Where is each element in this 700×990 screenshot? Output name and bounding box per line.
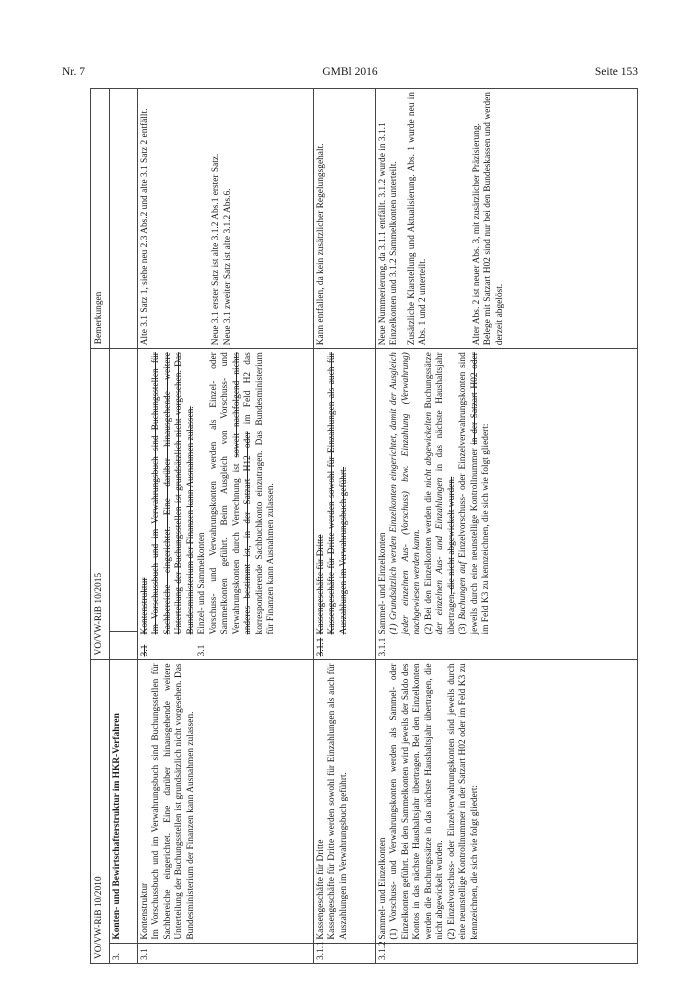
new-number: 3.1.1 [378,637,388,657]
column-header-2015: VO/VW-RiB 10/2015 [91,349,110,660]
text-span: in das nächste Haushaltsjahr übertragen [435,352,457,635]
text-span: Buchungen auf [458,561,469,620]
section-title: Konten- und Bewirtschafterstruktur im HKR-Verfahren [110,660,138,943]
old-paragraph: (1) Vorschuss- und Verwahrungskonten werden als Sammel- oder Einzelkonten geführt. Bei den Sammelkonten wird jeweils der Saldo des Kontos in das nächste Haushaltsjahr übertragen. Bei den Einzelkonten werden die Buchungssätze in das nächste Haushaltsjahr übertragen, die nicht abgewickelt wurden. [389,663,446,940]
remark: Alte 3.1 Satz 1, siehe neu 2.3 Abs.2 und alte 3.1 Satz 2 entfällt. [140,108,150,346]
remark: Zusätzliche Klarstellung und Aktualisierung. Abs. 1 wurde neu in Abs. 1 und 2 unterteilt. [406,92,429,346]
remark: Neue 3.1 zweiter Satz ist alte 3.1.2 Abs.6. [222,188,233,346]
remark: Neue 3.1 erster Satz ist alte 3.1.2 Abs.1 erster Satz. [211,153,222,346]
old-heading: Kassengeschäfte für Dritte [316,839,326,940]
new-body-a: Vorschuss- und Verwahrungskonten werden als Einzel- oder Sammelkonten geführt. Beim Ausgleich von Vorschuss- und Verwahrungskonten durch Verrechnung ist [208,352,242,635]
old-body: Im Vorschussbuch und im Verwahrungsbuch sind Buchungsstellen für Sachbereiche eingerichtet. Eine darüber hinausgehende weitere Unterteilung der Buchungsstellen ist grundsätzlich nicht vorgesehen. Das Bundesministerium der Finanzen kann Ausnahmen zulassen. [151,663,196,940]
new-heading: Sammel- und Einzelkonten [378,532,388,635]
text-span: Einzelvorschuss- oder Einzelverwahrungskonten sind jeweils durch eine neunstellige Kontrollnummer [458,352,480,635]
row-number-3-1: 3.1 [138,943,314,963]
remark: Neue Nummerierung, da 3.1.1 entfällt. 3.1.2 wurde in 3.1.1 Einzelkonten und 3.1.2 Sammelkonten unterteilt. [378,122,400,346]
new-text-3-1-1 [314,349,376,660]
remark: Belege mit Satzart H02 sind nur bei den Bundeskassen und werden derzeit abgelöst. [483,92,505,346]
struck-heading: Kontenstruktur [140,577,150,635]
new-body-struck: soweit nachfolgend nichts anderes bestimmt ist, in der Satzart H12 oder [231,352,254,635]
struck-body: Kassengeschäfte für Dritte werden sowohl für Einzahlungen als auch für Auszahlungen im Verwahrungsbuch geführt. [327,352,349,635]
row-number-3-1-2: 3.1.2 [376,943,638,963]
page-label: Seite 153 [594,66,638,78]
new-text-3-1 [138,349,314,660]
old-text-3-1-1 [314,660,376,943]
text-span: Buchungssätze [423,352,434,409]
old-text-3-1-2 [376,660,638,943]
new-paragraph: (1) Grundsätzlich werden Einzelkonten eingerichtet, damit der Ausgleich jeder einzelnen Aus- (Vorschuss) bzw. Einzahlung (Verwahrung) nachgewiesen werden kann. [389,352,423,635]
text-span: (3) [458,623,469,635]
new-number: 3.1 [197,644,208,657]
text-span: der einzelnen Aus- und Einzahlungen [435,477,446,635]
old-heading: Sammel- und Einzelkonten [378,837,388,940]
old-body: Kassengeschäfte für Dritte werden sowohl für Einzahlungen als auch für Auszahlungen im Verwahrungsbuch geführt. [327,663,349,940]
text-span: (2) Bei den Einzelkonten werden die [423,491,434,635]
column-header-2010: VO/VW-RiB 10/2010 [91,660,110,964]
column-header-remarks: Bemerkungen [91,89,110,349]
text-span: im Feld K3 zu kennzeichnen, die sich wie folgt gliedert: [481,423,492,635]
old-text-3-1 [138,660,314,943]
remarks-3-1 [138,89,314,349]
new-body-c: im Feld H2 das korrespondierende Sachbuchkonto einzutragen. Das Bundesministerium für Finanzen kann Ausnahmen zulassen. [243,352,277,635]
remarks-3-1-1: Kann entfallen, da kein zusätzlicher Regelungsgehalt. [314,89,376,349]
text-span: nicht abgewickelten [423,411,434,488]
journal-title: GMBl 2016 [322,66,378,78]
struck-body: Im Vorschussbuch und im Verwahrungsbuch sind Buchungsstellen für Sachbereiche eingerichtet. Eine darüber hinausgehende weitere Unterteilung der Buchungsstellen ist grundsätzlich nicht vorgesehen. Das Bundesministerium der Finanzen kann Ausnahmen zulassen. [151,352,196,635]
struck-span: in der Satzart H02 oder [469,352,480,445]
struck-span: , die nicht abgewickelt wurden. [446,476,457,595]
section-number: 3. [110,943,138,963]
row-number-3-1-1: 3.1.1 [314,943,376,963]
comparison-table [90,88,638,964]
remark: Alter Abs. 2 ist neuer Abs. 3, mit zusätzlicher Präzisierung. [471,123,482,346]
rotated-page-content [90,88,638,964]
remarks-3-1-2 [376,89,638,349]
struck-heading: Kassengeschäfte für Dritte [316,534,326,635]
old-heading: Kontenstruktur [140,882,150,940]
new-heading: Einzel- und Sammelkonten [197,532,208,635]
struck-number: 3.1 [140,644,150,657]
struck-number: 3.1.1 [316,637,326,657]
page-number: Nr. 7 [62,66,85,78]
new-text-3-1-2 [376,349,638,660]
old-paragraph: (2) Einzelvorschuss- oder Einzelverwahrungskonten sind jeweils durch eine neunstellige Kontrollnummer in der Satzart H02 oder im Feld K3 zu kennzeichnen, die sich wie folgt gliedert: [446,663,480,940]
